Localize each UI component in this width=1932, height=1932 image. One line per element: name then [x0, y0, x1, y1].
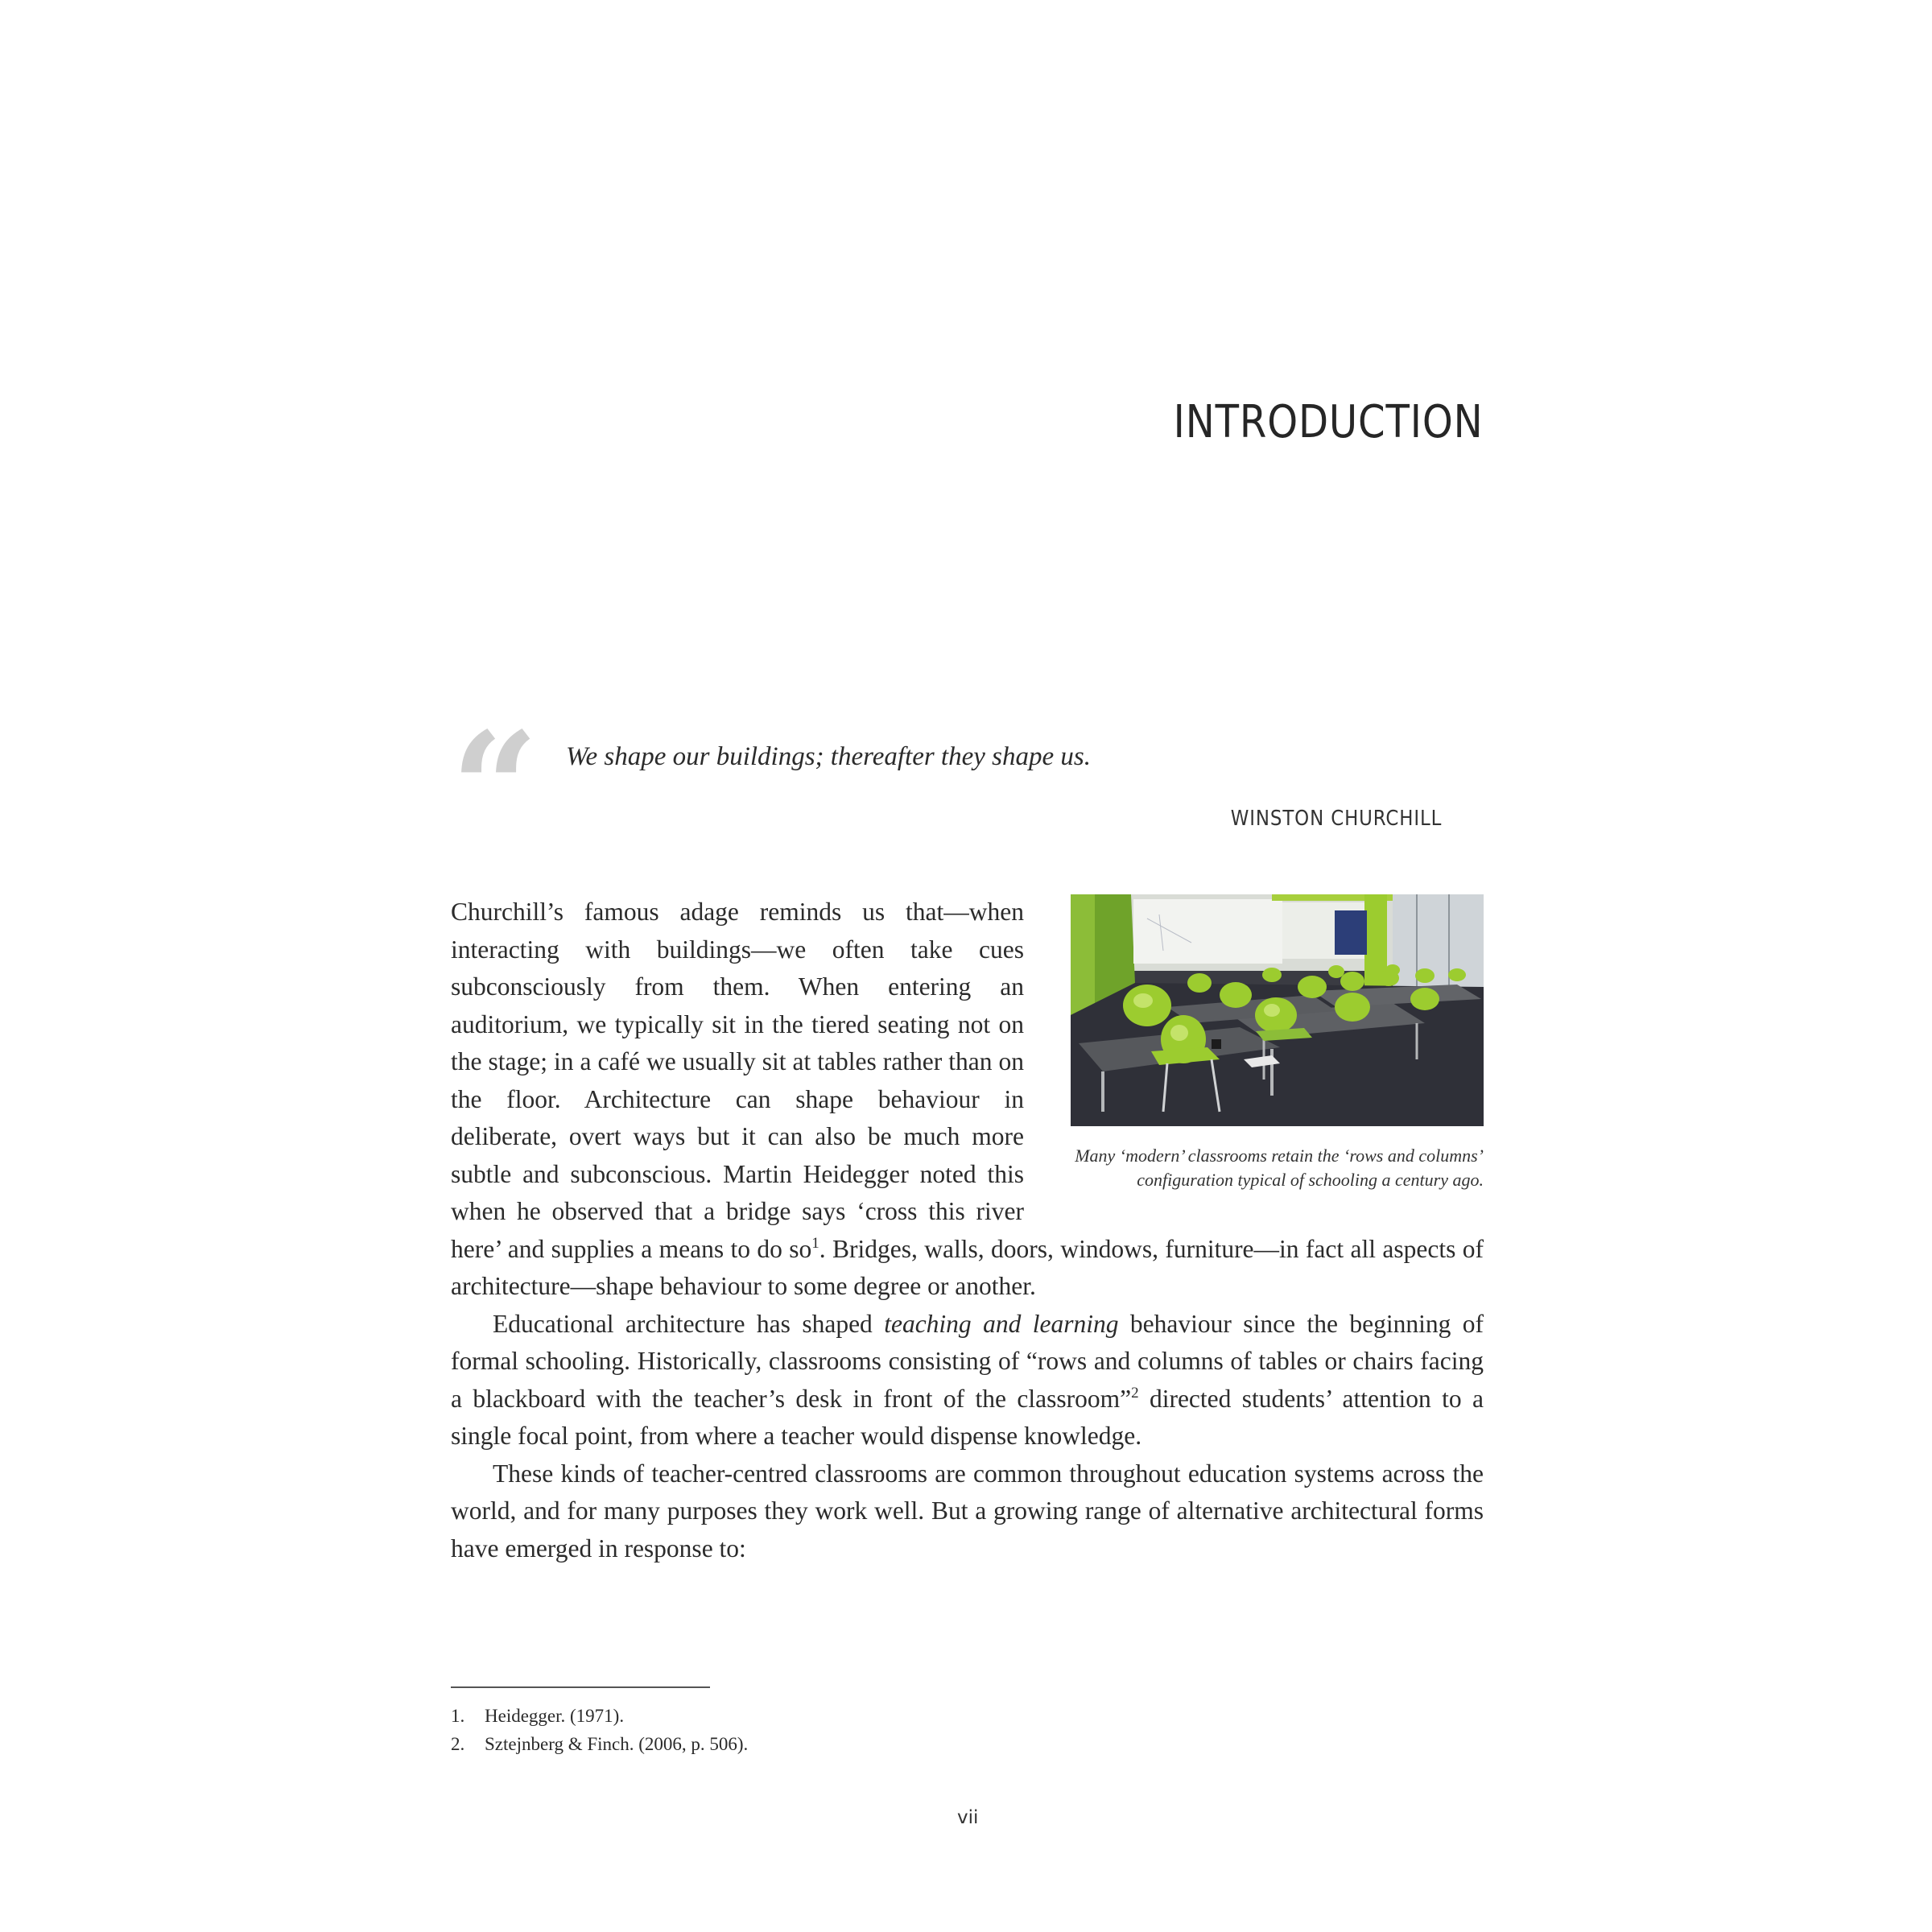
footnotes [451, 1702, 748, 1758]
epigraph-quote: We shape our buildings; thereafter they shape us. [566, 742, 1091, 771]
footnote-item [451, 1702, 748, 1730]
footnote-item [451, 1730, 748, 1758]
figure-caption: Many ‘modern’ classrooms retain the ‘rows and columns’ configuration typical of schooling a century ago. [1075, 1146, 1484, 1190]
footnote-reference[interactable]: 1 [811, 1234, 819, 1252]
page-number: vii [957, 1807, 979, 1828]
classroom-photo [1071, 894, 1484, 1126]
paragraph [451, 1306, 1484, 1455]
page-title: INTRODUCTION [1174, 396, 1484, 448]
paragraph-text: Educational architecture has shaped [493, 1309, 885, 1338]
footnote-number: 2. [451, 1734, 465, 1754]
quotation-mark-icon: “ [451, 699, 539, 878]
epigraph-author: WINSTON CHURCHILL [1230, 807, 1442, 831]
footnote-number: 1. [451, 1706, 465, 1726]
figure [1071, 894, 1484, 1192]
body-text [451, 894, 1484, 1567]
paragraph-text: . Bridges, walls, doors, windows, furniture—in fact all aspects of architecture—shape behaviour to some degree or another. [451, 1234, 1484, 1300]
paragraph-text: behaviour since the beginning of formal schooling. Historically, classrooms consisting of “rows and columns of tables or chairs facing a blackboard with the teacher’s desk in front of the classroom” [451, 1309, 1484, 1413]
emphasis-text: teaching and learning [884, 1309, 1119, 1338]
paragraph-text: These kinds of teacher-centred classrooms are common throughout education systems across the world, and for many purposes they work well. But a growing range of alternative architectural forms have emerged in response to: [451, 1459, 1484, 1563]
paragraph-text: Churchill’s famous adage reminds us that—when interacting with buildings—we often take cues subconsciously from them. When entering an auditorium, we typically sit in the tiered seating not on the stage; in a café we usually sit at tables rather than on the floor. Architecture can shape behaviour in deliberate, overt ways but it can also be much more subtle and subconscious. Martin Heidegger noted this when he observed that a bridge says ‘cross this river here’ and supplies a means to do so [451, 898, 1024, 1263]
footnote-reference[interactable]: 2 [1131, 1384, 1139, 1402]
paragraph [451, 1455, 1484, 1568]
paragraph-text: directed students’ attention to a single focal point, from where a teacher would dispense knowledge. [451, 1384, 1484, 1450]
footnote-divider [451, 1686, 710, 1688]
footnote-text: Sztejnberg & Finch. (2006, p. 506). [485, 1734, 749, 1754]
footnote-text: Heidegger. (1971). [485, 1706, 625, 1726]
